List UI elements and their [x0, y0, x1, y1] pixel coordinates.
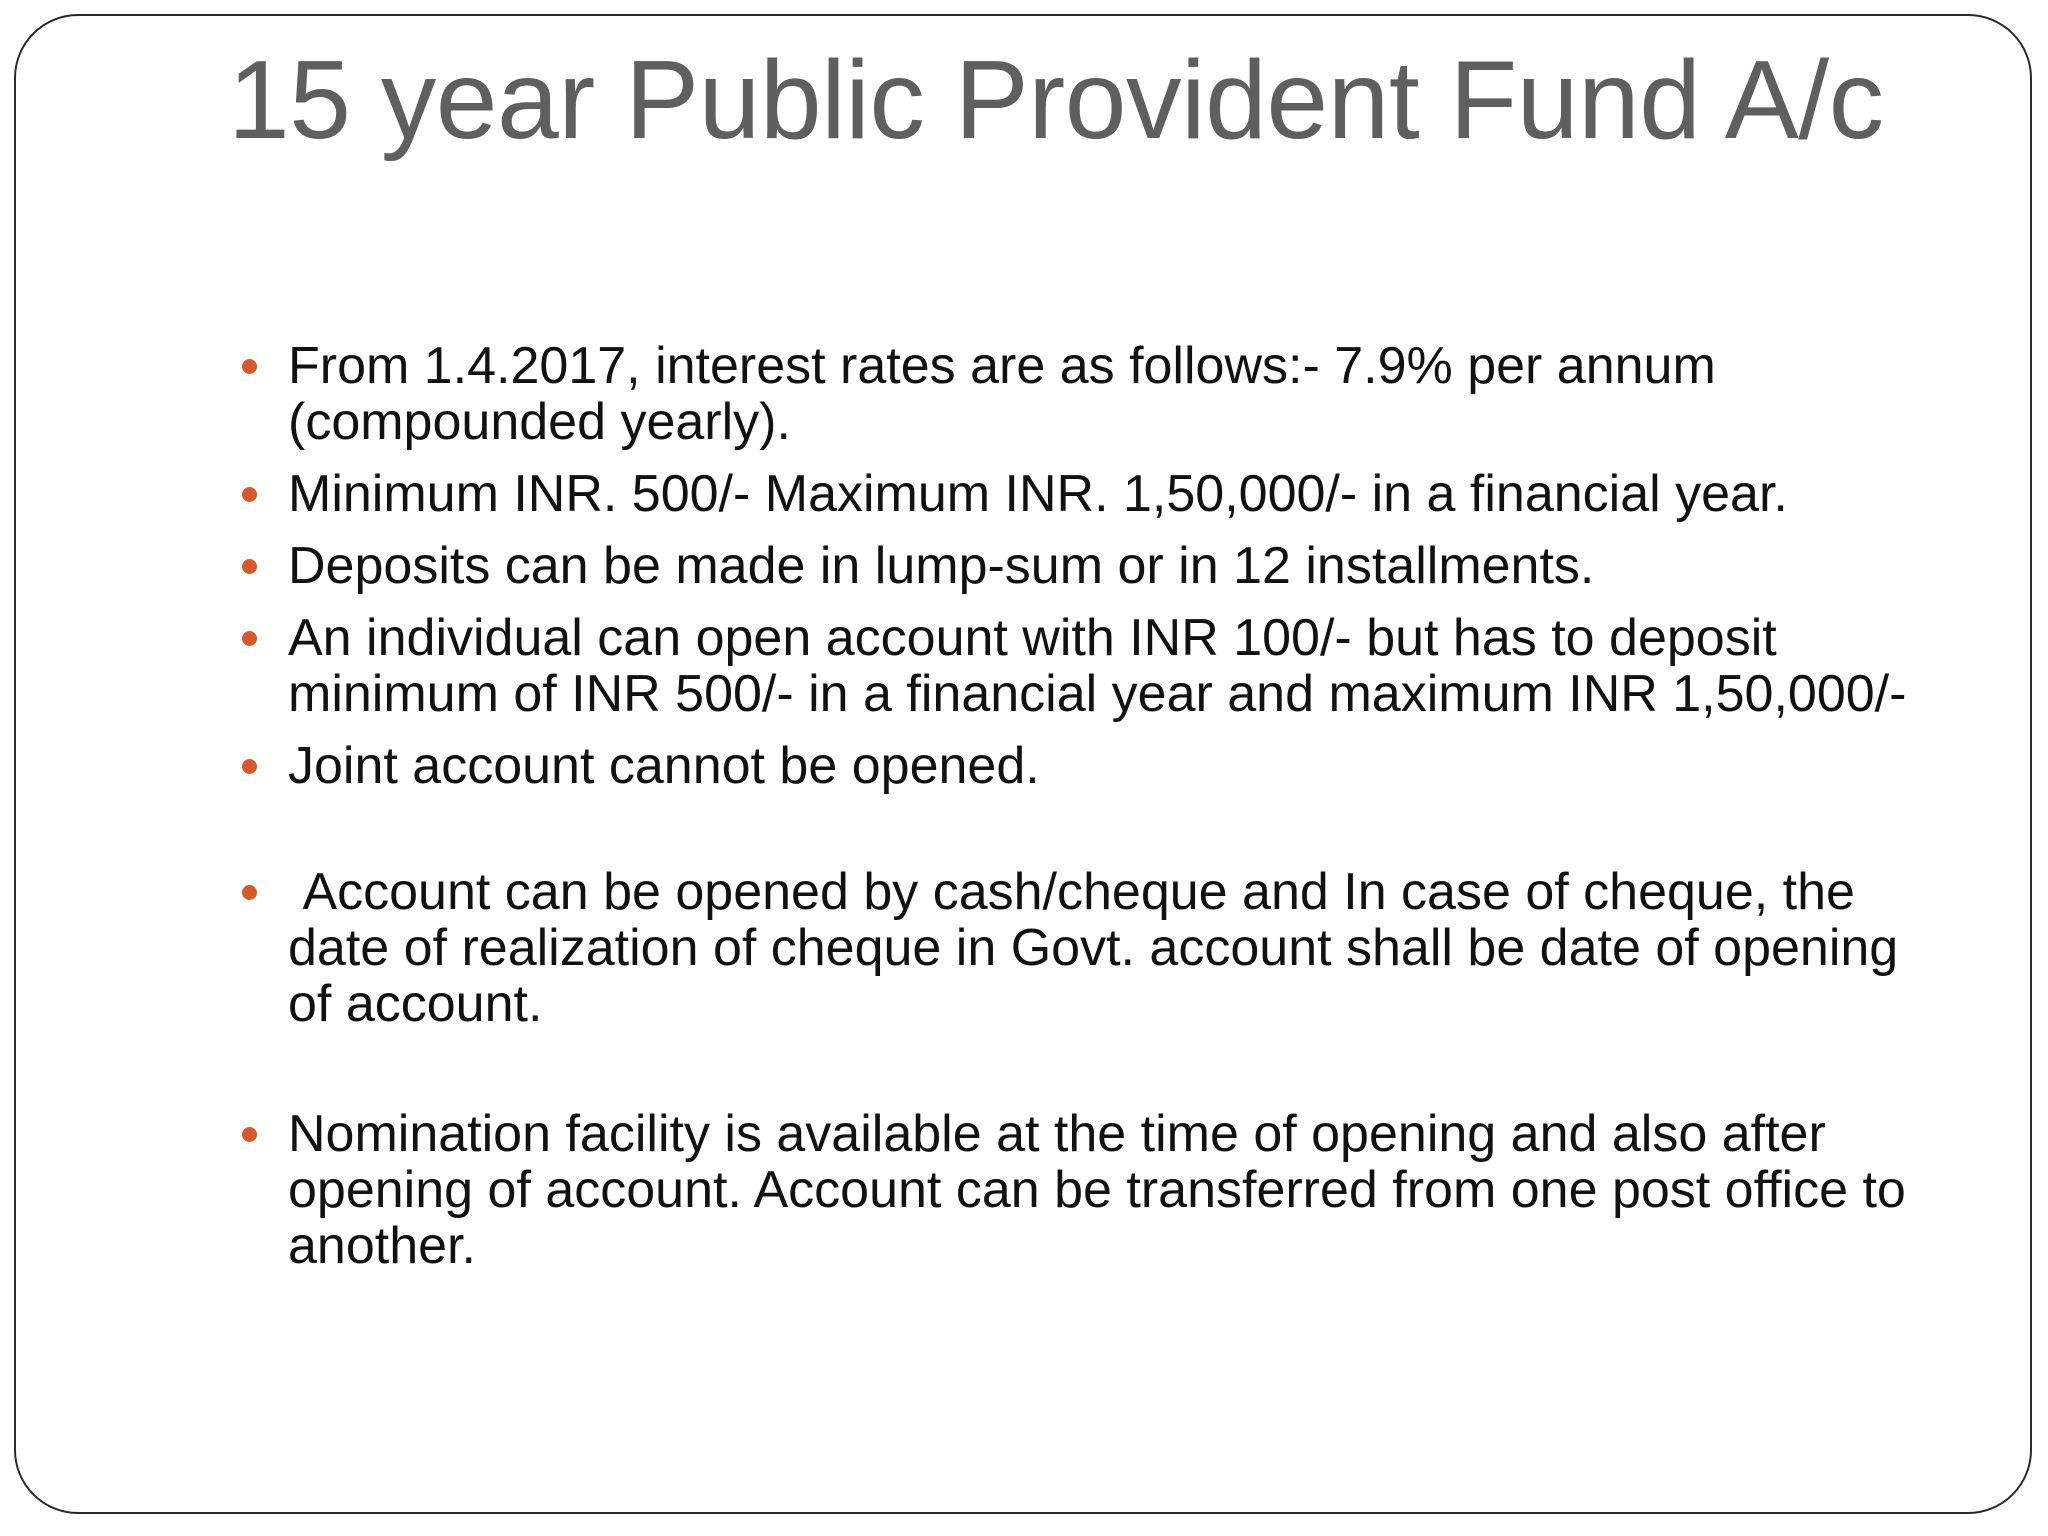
- bullet-item: [228, 610, 1948, 722]
- bullet-text: From 1.4.2017, interest rates are as follows:- 7.9% per annum (compounded yearly).: [288, 337, 1716, 451]
- bullet-dot-icon: [242, 631, 257, 646]
- bullet-text: Deposits can be made in lump-sum or in 12 installments.: [288, 537, 1595, 595]
- bullet-text: Joint account cannot be opened.: [288, 737, 1040, 795]
- bullet-dot-icon: [242, 487, 257, 502]
- bullet-text: Account can be opened by cash/cheque and In case of cheque, the date of realization of cheque in Govt. account shall be date of opening of account.: [288, 863, 1913, 1033]
- bullet-dot-icon: [242, 1127, 257, 1142]
- bullet-item: [228, 338, 1948, 450]
- bullet-item: [228, 864, 1948, 1032]
- bullet-dot-icon: [242, 359, 257, 374]
- slide-title: 15 year Public Provident Fund A/c: [228, 38, 1884, 162]
- bullet-dot-icon: [242, 759, 257, 774]
- bullet-text: Nomination facility is available at the time of opening and also after opening of account. Account can be transferred from one post office to another.: [288, 1105, 1906, 1275]
- bullet-item: [228, 738, 1948, 794]
- bullet-text: Minimum INR. 500/- Maximum INR. 1,50,000/- in a financial year.: [288, 465, 1788, 523]
- bullet-item: [228, 538, 1948, 594]
- bullet-item: [228, 466, 1948, 522]
- bullet-item: [228, 1106, 1948, 1274]
- bullet-dot-icon: [242, 559, 257, 574]
- bullet-list: [228, 338, 1948, 1290]
- slide: [14, 14, 2032, 1514]
- bullet-text: An individual can open account with INR 100/- but has to deposit minimum of INR 500/- in a financial year and maximum INR 1,50,000/-: [288, 609, 1907, 723]
- bullet-dot-icon: [242, 885, 257, 900]
